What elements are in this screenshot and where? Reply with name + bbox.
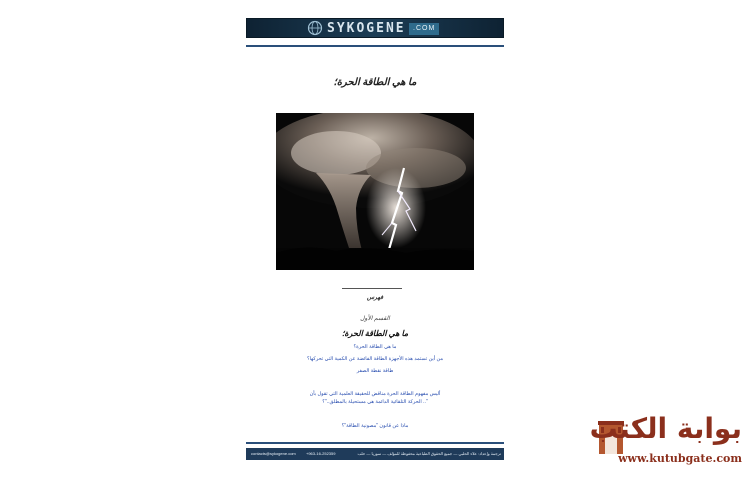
index-heading: فهرس: [366, 295, 384, 301]
storm-image: [276, 113, 474, 270]
footer-email[interactable]: contacts@sykogene.com: [251, 451, 296, 456]
section-label: القسم الأول: [360, 316, 390, 322]
brand-name: SYKOGENE: [327, 21, 406, 36]
watermark-url[interactable]: www.kutubgate.com: [618, 452, 742, 465]
brand-domain: .COM: [409, 23, 439, 35]
footer-phone: +963-16-252359: [306, 451, 336, 456]
site-banner[interactable]: [246, 18, 504, 38]
page-title: ما هي الطاقة الحرة؛: [333, 77, 417, 88]
index-divider: [342, 288, 402, 289]
kutubgate-watermark: [589, 410, 746, 474]
toc-item[interactable]: ماذا عن قانون "مصونية الطاقة"؟: [341, 423, 409, 429]
toc-item[interactable]: من أين تستمد هذه الأجهزة الطاقة الفائضة عن الكمية التي تحركها؟: [306, 356, 444, 362]
toc-item[interactable]: أليس مفهوم الطاقة الحرة مناقض للحقيقة العلمية التي تقول بأن: [309, 391, 441, 397]
page-footer: [246, 448, 504, 460]
section-title: ما هي الطاقة الحرة؛: [341, 329, 409, 338]
toc-item[interactable]: طاقة نقطة الصفر: [356, 368, 394, 374]
footer-divider: [246, 442, 504, 444]
footer-credit: ترجمة وإعداد: علاء الحلبي — جميع الحقوق الطباعية محفوظة للمؤلف — سوريا — حلب: [357, 451, 501, 456]
header-divider: [246, 45, 504, 47]
watermark-arabic-text: بوابة الكتب: [589, 412, 742, 445]
tornado-lightning-illustration: [276, 113, 474, 270]
toc-item[interactable]: ما هي الطاقة الحرة؟: [353, 344, 397, 350]
toc-item[interactable]: ".. الحركة التلقائية الدائمة هي مستحيلة بالمطلق.."؟: [322, 399, 428, 405]
document-page: [246, 18, 504, 464]
globe-logo-icon: [307, 20, 323, 36]
